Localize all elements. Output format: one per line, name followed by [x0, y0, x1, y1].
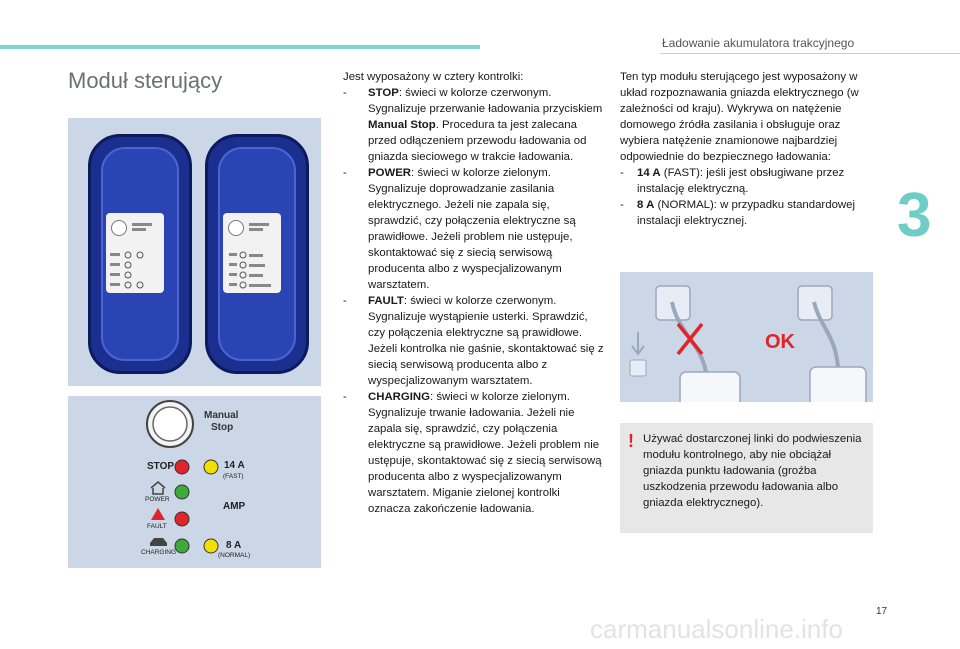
watermark: carmanualsonline.info — [590, 614, 843, 644]
section-title: Ładowanie akumulatora trakcyjnego — [662, 36, 855, 50]
module-panel-left — [106, 213, 164, 293]
indicator-item-charging: - CHARGING: świeci w kolorze zielonym. Sygnalizuje trwanie ładowania. Jeżeli nie zapala się, sprawdzić, czy połączenia elektryczne są prawidłowe. Jeżeli problem nie ustępuje, skontaktować się z siecią serwisową producenta albo z wyspecjalizowanym warsztatem. Miganie zielonej kontrolki oznacza zakończenie ładowania. — [343, 391, 602, 515]
page-title: Moduł sterujący — [68, 68, 223, 93]
intro-text: Jest wyposażony w cztery kontrolki: — [343, 71, 524, 83]
panel-label-normal: (NORMAL) — [218, 552, 251, 559]
indicator-name: CHARGING — [368, 391, 431, 403]
panel-label-fast: (FAST) — [223, 473, 244, 480]
indicator-name: FAULT — [368, 295, 404, 307]
indicator-item-fault: - FAULT: świeci w kolorze czerwonym. Sygnalizuje wystąpienie usterki. Sprawdzić, czy połączenia elektryczne są prawidłowe. Jeżeli kontrolka nie gaśnie, skontaktować się z siecią serwisową producenta albo z wyspecjalizowanym warsztatem. — [343, 295, 604, 387]
control-panel-detail-image — [68, 396, 321, 568]
panel-label-charging: CHARGING — [141, 549, 177, 556]
control-module-left — [88, 134, 192, 374]
warning-icon: ! — [628, 431, 634, 451]
chapter-number: 3 — [897, 181, 932, 250]
panel-label-amp: AMP — [223, 501, 246, 512]
ok-label: OK — [765, 331, 795, 353]
socket-illustration — [620, 272, 873, 402]
panel-label-manual: Manual — [204, 410, 239, 421]
panel-label-normal-value: 8 A — [226, 540, 242, 551]
socket-usage-diagram — [620, 272, 873, 402]
indicator-name: STOP — [368, 87, 399, 99]
warning-triangle-icon — [151, 508, 165, 520]
right-intro-text: Ten typ modułu sterującego jest wyposażony w układ rozpoznawania gniazda elektrycznego (w zależności od kraju). Wykrywa on natężenie domowego źródła zasilania i obsługuje oraz wybiera natężenie znamionowe najbardziej odpowiednie do bezpiecznego ładowania: — [620, 71, 859, 163]
indicator-item-stop: - STOP: świeci w kolorze czerwonym. Sygnalizuje przerwanie ładowania przyciskiem Manual Stop. Procedura ta jest zalecana przed odłączeniem przewodu ładowania od gniazda sieciowego w trakcie ładowania. — [343, 87, 603, 163]
module-panel-right — [223, 213, 281, 293]
control-modules-image — [68, 118, 321, 386]
amperage-item-fast: - 14 A (FAST): jeśli jest obsługiwane przez instalację elektryczną. — [620, 167, 845, 195]
indicator-name: POWER — [368, 167, 412, 179]
home-icon — [151, 482, 165, 494]
panel-label-fault: FAULT — [147, 523, 167, 530]
panel-label-power: POWER — [145, 496, 170, 503]
control-panel-diagram — [68, 396, 321, 568]
amperage-column — [620, 69, 876, 229]
panel-label-fast-value: 14 A — [224, 460, 245, 471]
note-text: Używać dostarczonej linki do podwieszenia modułu kontrolnego, aby nie obciążał gniazda punktu ładowania (groźba uszkodzenia przewodu ładowania albo gniazda elektrycznego). — [643, 433, 862, 509]
warning-note — [620, 423, 873, 533]
header-accent-bar — [0, 45, 480, 49]
cross-icon — [678, 324, 702, 354]
panel-label-stop: STOP — [147, 461, 175, 472]
amperage-item-normal: - 8 A (NORMAL): w przypadku standardowej instalacji elektrycznej. — [620, 199, 855, 227]
indicator-item-power: - POWER: świeci w kolorze zielonym. Sygnalizuje doprowadzanie zasilania elektrycznego. Jeżeli nie zapala się, sprawdzić, czy połączenia elektryczne są prawidłowe. Jeżeli problem nie ustępuje, skontaktować się z siecią serwisową producenta albo z wyspecjalizowanym warsztatem. — [343, 167, 576, 291]
page-number: 17 — [876, 606, 888, 617]
indicators-column — [343, 69, 605, 517]
car-icon — [150, 538, 167, 546]
panel-label-stop-manual: Stop — [211, 422, 234, 433]
control-module-right — [205, 134, 309, 374]
